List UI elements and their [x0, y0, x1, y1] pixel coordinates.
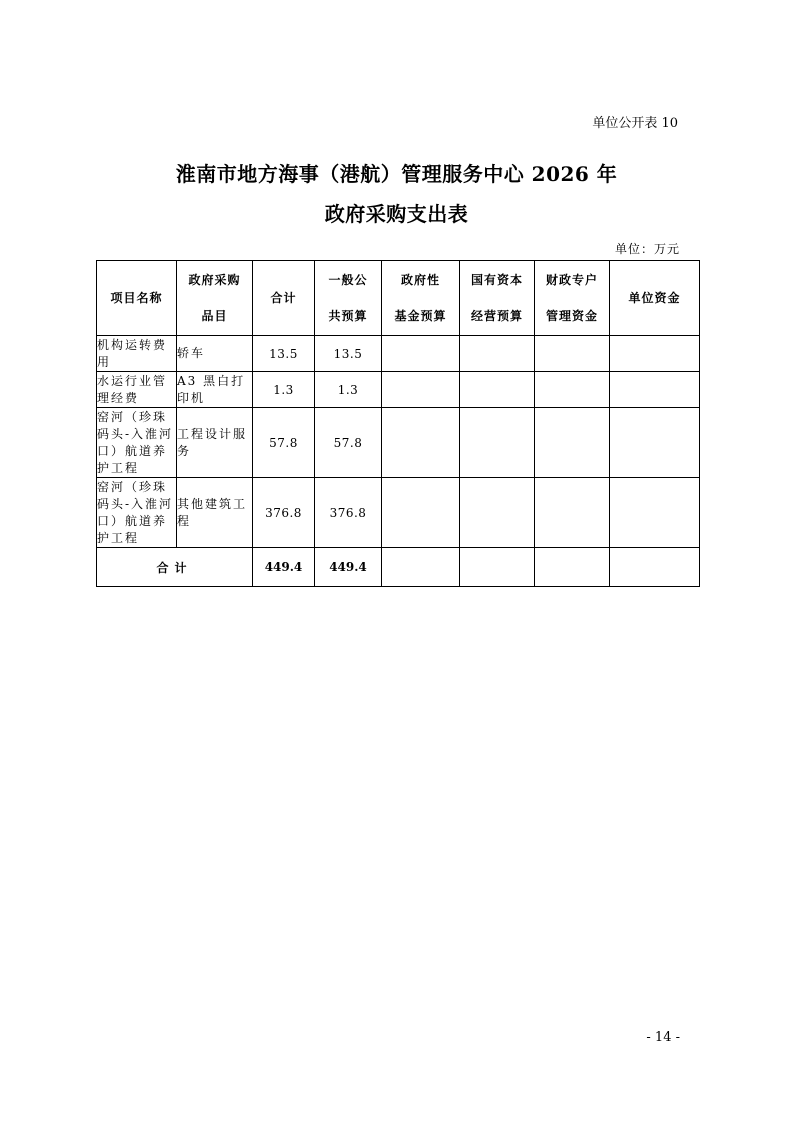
general-budget-cell: 376.8: [315, 478, 382, 548]
general-budget-total-cell: 449.4: [315, 548, 382, 587]
unit-label: 单位：万元: [614, 242, 680, 256]
project-name-cell: 窑河（珍珠码头-入淮河口）航道养护工程: [97, 478, 177, 548]
state-capital-cell: [460, 408, 535, 478]
unit-funds-total-cell: [610, 548, 700, 587]
gov-fund-cell: [382, 478, 460, 548]
gov-fund-total-cell: [382, 548, 460, 587]
unit-funds-cell: [610, 408, 700, 478]
total-cell: 376.8: [253, 478, 315, 548]
table-row: [97, 372, 700, 408]
unit-funds-cell: [610, 372, 700, 408]
table-row: [97, 408, 700, 478]
special-account-total-cell: [535, 548, 610, 587]
col-header-project-name: 项目名称: [97, 261, 177, 336]
document-title: 淮南市地方海事（港航）管理服务中心 2026 年: [175, 162, 618, 186]
col-header-general-budget: 一般公 共预算: [315, 261, 382, 336]
special-account-cell: [535, 336, 610, 372]
gov-fund-cell: [382, 336, 460, 372]
grand-total-cell: 449.4: [253, 548, 315, 587]
procurement-table: [96, 260, 700, 587]
general-budget-cell: 1.3: [315, 372, 382, 408]
state-capital-cell: [460, 372, 535, 408]
state-capital-total-cell: [460, 548, 535, 587]
table-code: 单位公开表 10: [592, 116, 678, 131]
table-row: [97, 478, 700, 548]
special-account-cell: [535, 478, 610, 548]
col-header-gov-fund-budget: 政府性 基金预算: [382, 261, 460, 336]
unit-funds-cell: [610, 336, 700, 372]
gov-fund-cell: [382, 372, 460, 408]
procurement-item-cell: 工程设计服务: [177, 408, 253, 478]
total-cell: 57.8: [253, 408, 315, 478]
procurement-item-cell: A3 黑白打印机: [177, 372, 253, 408]
document-subtitle: 政府采购支出表: [324, 202, 469, 226]
col-header-total: 合计: [253, 261, 315, 336]
page-number: - 14 -: [646, 1030, 680, 1045]
project-name-cell: 机构运转费用: [97, 336, 177, 372]
special-account-cell: [535, 408, 610, 478]
special-account-cell: [535, 372, 610, 408]
project-name-cell: 水运行业管理经费: [97, 372, 177, 408]
unit-funds-cell: [610, 478, 700, 548]
col-header-special-account-funds: 财政专户 管理资金: [535, 261, 610, 336]
procurement-item-cell: 其他建筑工程: [177, 478, 253, 548]
table-row: [97, 336, 700, 372]
general-budget-cell: 57.8: [315, 408, 382, 478]
col-header-procurement-item: 政府采购 品目: [177, 261, 253, 336]
project-name-cell: 窑河（珍珠码头-入淮河口）航道养护工程: [97, 408, 177, 478]
total-label: 合计: [97, 548, 253, 587]
header-row: [97, 261, 700, 336]
general-budget-cell: 13.5: [315, 336, 382, 372]
total-cell: 13.5: [253, 336, 315, 372]
procurement-item-cell: 轿车: [177, 336, 253, 372]
total-cell: 1.3: [253, 372, 315, 408]
gov-fund-cell: [382, 408, 460, 478]
col-header-unit-funds: 单位资金: [610, 261, 700, 336]
state-capital-cell: [460, 336, 535, 372]
total-row: [97, 548, 700, 587]
col-header-state-capital-budget: 国有资本 经营预算: [460, 261, 535, 336]
state-capital-cell: [460, 478, 535, 548]
